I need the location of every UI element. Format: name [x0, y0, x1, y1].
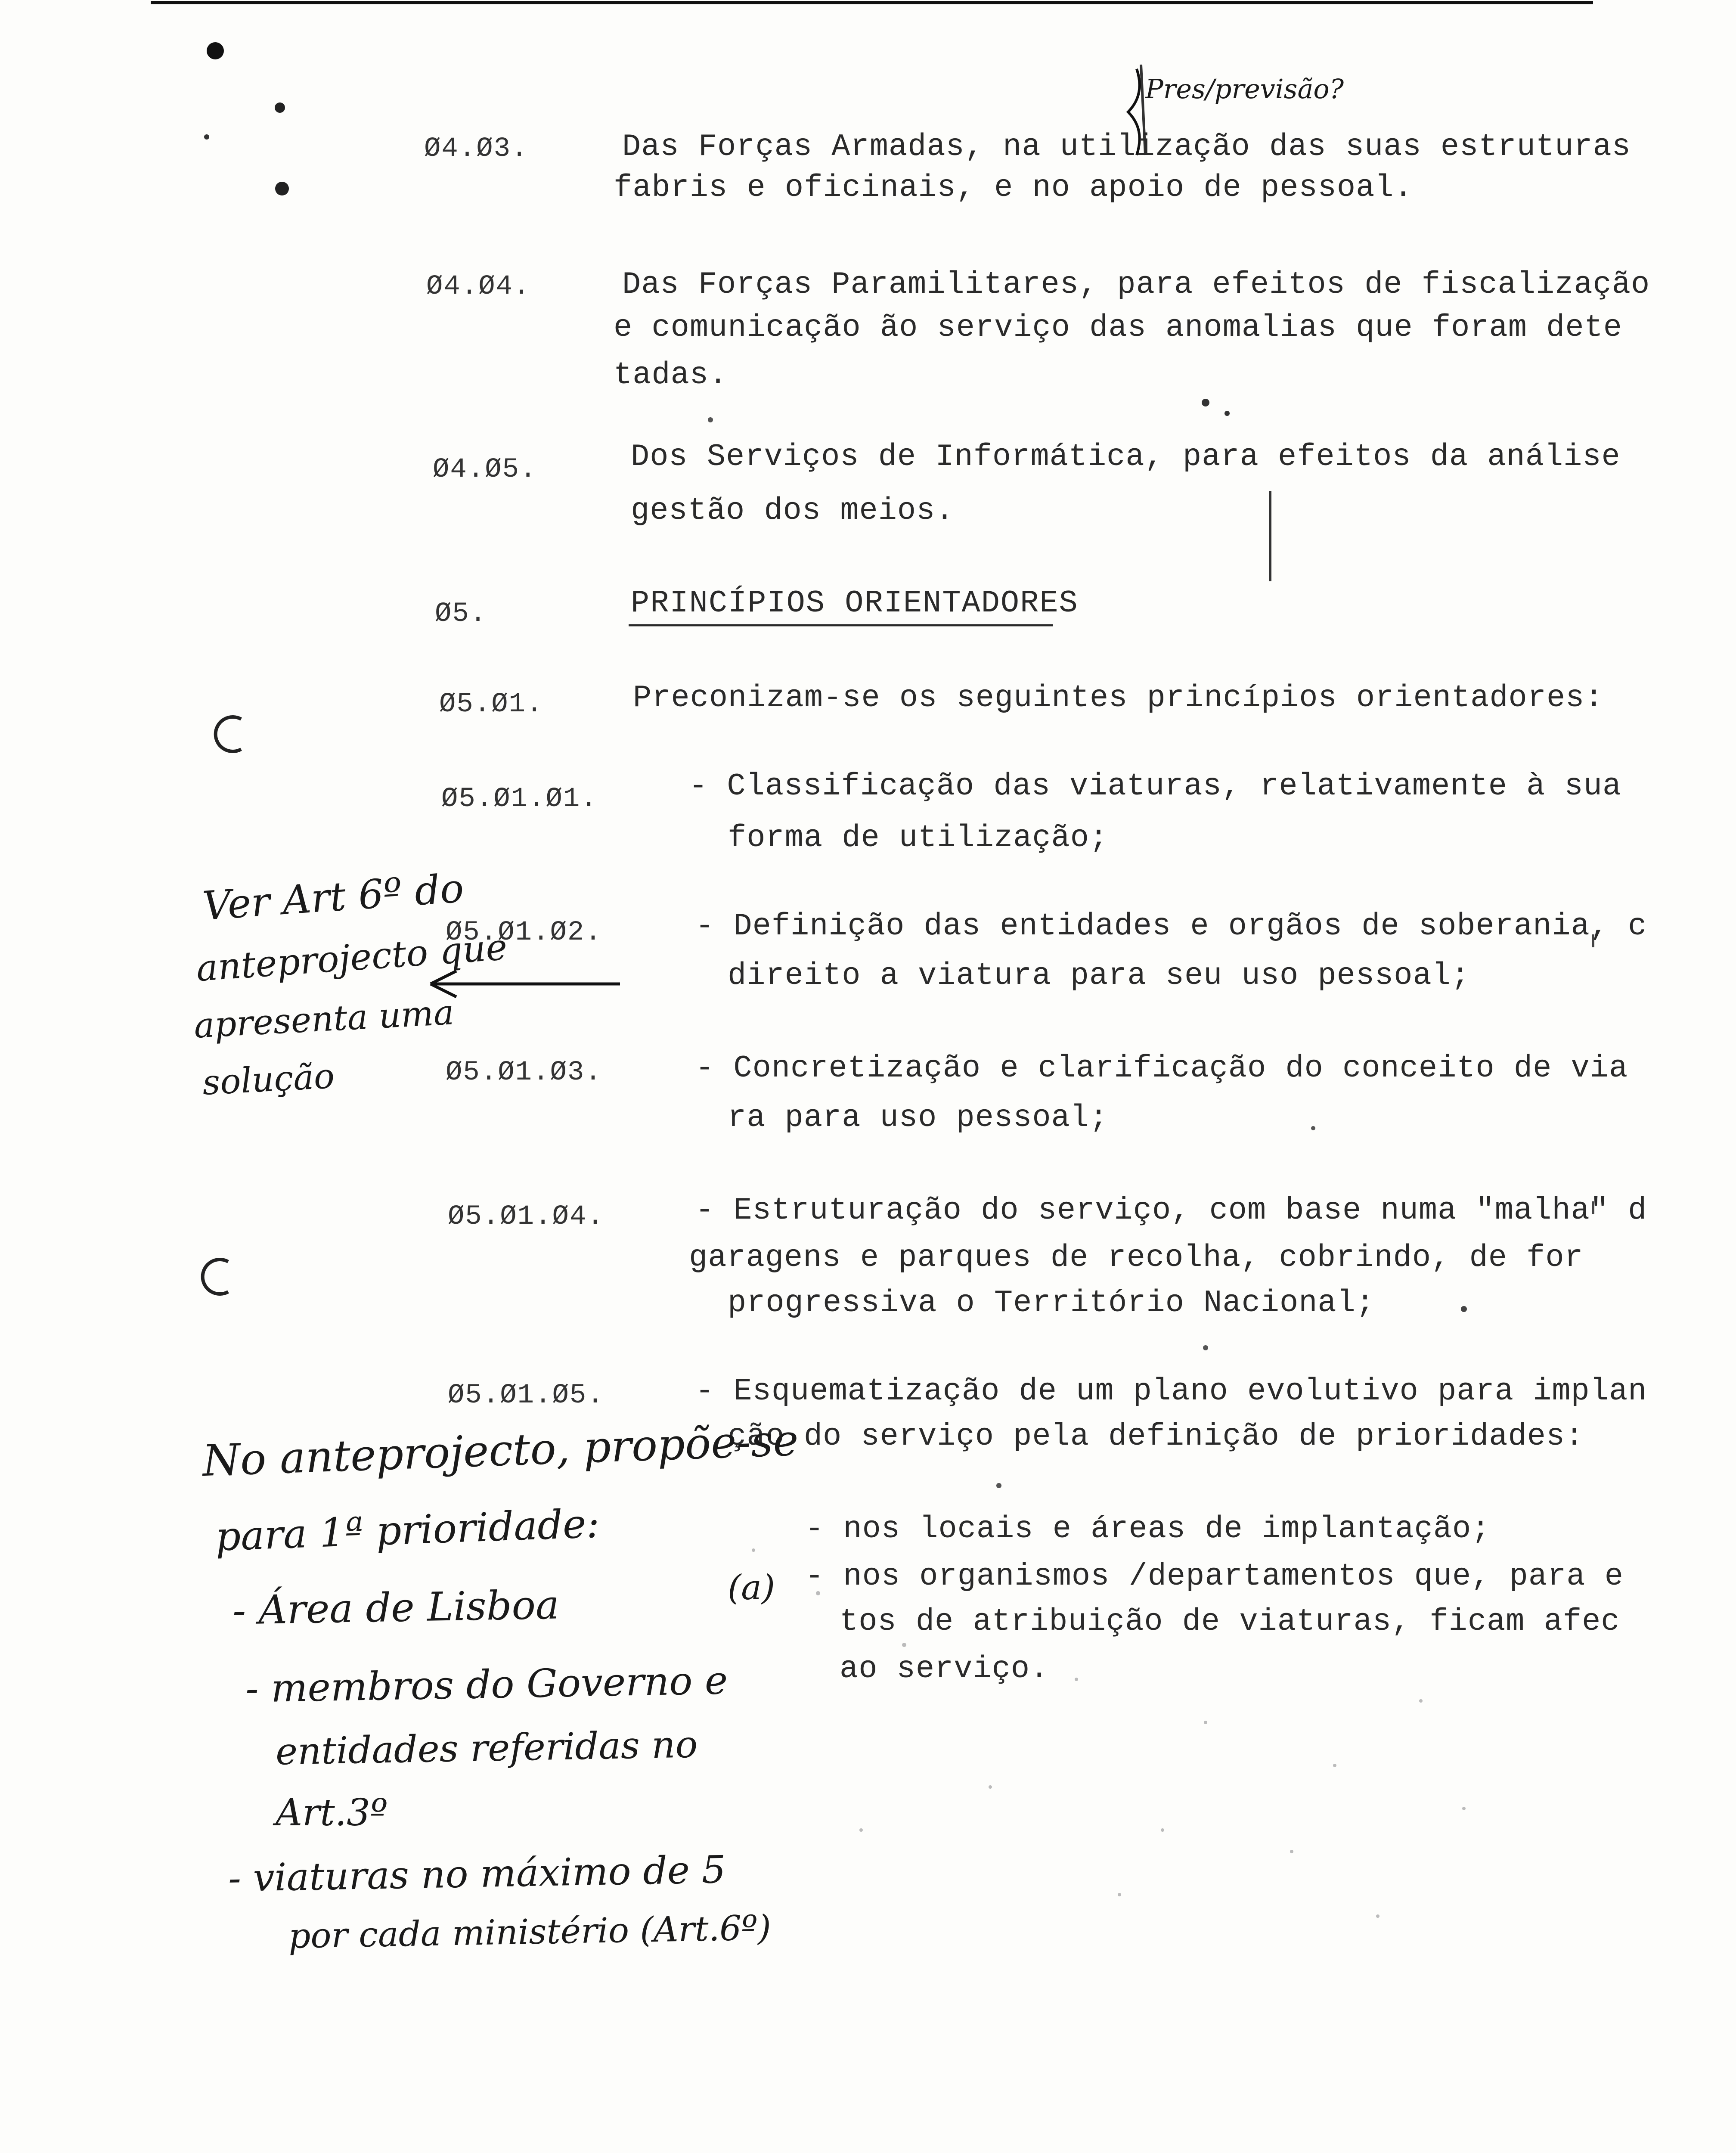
scan-speck [1461, 1306, 1467, 1312]
section-number: Ø5.Ø1.Ø4. [448, 1201, 604, 1232]
section-number: Ø4.Ø5. [433, 454, 537, 485]
scan-speck [708, 417, 713, 422]
margin-note-line: apresenta uma [192, 992, 455, 1046]
margin-note-line: No anteprojecto, propõe-se [202, 1415, 800, 1486]
section-text-line: e comunicação ão serviço das anomalias que foram dete [614, 310, 1622, 345]
section-text-line: Dos Serviços de Informática, para efeitos da análise [631, 439, 1621, 475]
margin-note-line: Art.3º [276, 1791, 388, 1834]
section-text-line: ção do serviço pela definição de prioridades: [728, 1419, 1584, 1454]
margin-note-line: - viaturas no máximo de 5 [228, 1847, 726, 1901]
section-text-line: gestão dos meios. [631, 493, 955, 528]
section-text-line: - Estruturação do serviço, com base numa "malha" d [695, 1193, 1647, 1228]
section-text-line: garagens e parques de recolha, cobrindo, de for [689, 1240, 1584, 1275]
margin-note-line: por cada ministério (Art.6º) [288, 1908, 772, 1956]
margin-note-line: para 1ª prioridade: [214, 1500, 601, 1560]
scan-speck [1311, 1126, 1315, 1130]
section-number: Ø4.Ø4. [426, 271, 531, 302]
margin-note-line: - membros do Governo e [245, 1658, 728, 1712]
punch-hole-mark [203, 1260, 228, 1294]
section-number: Ø5.Ø1. [439, 689, 544, 720]
section-text-line: - Esquematização de um plano evolutivo para implan [695, 1374, 1647, 1409]
section-text-line: Das Forças Armadas, na utilização das suas estruturas [622, 129, 1631, 164]
section-text-line: - Classificação das viaturas, relativamente à sua [689, 769, 1622, 804]
scan-speck [1203, 1345, 1208, 1350]
margin-note-line: - Área de Lisboa [232, 1582, 560, 1634]
section-text-line: - Concretização e clarificação do conceito de via [695, 1051, 1628, 1086]
scan-speck [275, 182, 289, 195]
sub-item-line: - nos locais e áreas de implantação; [805, 1511, 1491, 1547]
section-text-line: progressiva o Território Nacional; [728, 1285, 1375, 1321]
punch-hole-mark [216, 717, 241, 751]
section-number: Ø5. [435, 599, 487, 630]
section-text-line: ra para uso pessoal; [728, 1100, 1109, 1135]
margin-note-line: solução [201, 1056, 336, 1103]
section-number: Ø5.Ø1.Ø5. [448, 1380, 604, 1411]
section-text-line: tadas. [614, 357, 728, 393]
section-number: Ø5.Ø1.Ø1. [441, 784, 598, 815]
scan-speck [275, 102, 285, 113]
sub-item-line: tos de atribuição de viaturas, ficam afec [840, 1604, 1620, 1639]
scan-speck [1202, 399, 1209, 406]
section-heading: PRINCÍPIOS ORIENTADORES [631, 586, 1079, 621]
margin-note-line: anteprojecto que [195, 925, 509, 990]
section-text-line: forma de utilização; [728, 820, 1109, 856]
sub-item-line: ao serviço. [840, 1651, 1049, 1687]
section-number: Ø5.Ø1.Ø2. [446, 917, 602, 948]
section-text-line: fabris e oficinais, e no apoio de pessoal. [614, 170, 1413, 205]
section-text-line: direito a viatura para seu uso pessoal; [728, 958, 1470, 993]
scan-speck [996, 1483, 1001, 1488]
section-text-line: Preconizam-se os seguintes princípios orientadores: [633, 680, 1604, 716]
annotation-a: (a) [728, 1567, 775, 1607]
sub-item-line: - nos organismos /departamentos que, para e [805, 1559, 1624, 1594]
margin-note-line: entidades referidas no [275, 1723, 698, 1774]
section-number: Ø4.Ø3. [424, 133, 529, 164]
margin-note-line: Ver Art 6º do [201, 865, 465, 930]
scan-speck [204, 134, 209, 140]
scan-speck [1224, 411, 1230, 416]
scan-speck [207, 42, 224, 59]
handwritten-note-top: Pres/previsão? [1145, 73, 1344, 105]
section-number: Ø5.Ø1.Ø3. [446, 1057, 602, 1088]
section-text-line: Das Forças Paramilitares, para efeitos de fiscalização [622, 267, 1650, 302]
section-text-line: - Definição das entidades e orgãos de soberania, c [695, 909, 1647, 944]
